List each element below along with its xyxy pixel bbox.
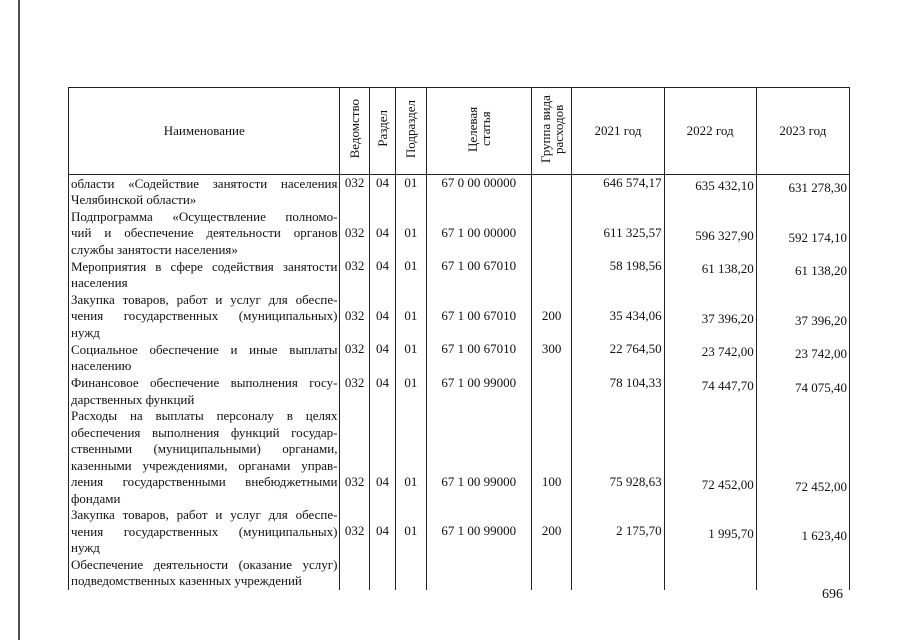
vedomstvo-value: 032 bbox=[344, 523, 365, 538]
target-article-cell bbox=[426, 175, 531, 209]
vedomstvo-value: 032 bbox=[344, 307, 365, 323]
vedomstvo-cell bbox=[340, 258, 369, 292]
amount-2022-cell bbox=[664, 209, 756, 259]
expense-group-cell bbox=[531, 375, 572, 409]
razdel-cell bbox=[369, 557, 395, 590]
expense-group-cell bbox=[531, 408, 572, 507]
row-name-cell bbox=[69, 507, 340, 557]
target-article-cell bbox=[426, 557, 531, 590]
row-name-line: подведомственных казенных учреждений bbox=[71, 573, 302, 588]
razdel-cell bbox=[369, 341, 395, 375]
vedomstvo-value: 032 bbox=[344, 224, 365, 240]
amount-2022-value bbox=[665, 576, 754, 590]
col-header-expense-group: Группа вида расходов bbox=[531, 88, 572, 175]
vedomstvo-cell bbox=[340, 557, 369, 590]
expense-group-cell bbox=[531, 557, 572, 590]
expense-group-value: 200 bbox=[541, 307, 562, 323]
podrazdel-value: 01 bbox=[404, 175, 418, 190]
row-name-line: обеспечения выполнения функций государ- bbox=[71, 424, 338, 440]
target-article-value bbox=[427, 573, 531, 590]
vedomstvo-cell bbox=[340, 175, 369, 209]
expense-group-value: 300 bbox=[541, 341, 562, 356]
podrazdel-value: 01 bbox=[404, 307, 418, 323]
col-header-vedomstvo: Ведомство bbox=[340, 88, 369, 175]
expense-group-cell bbox=[531, 292, 572, 342]
vedomstvo-cell bbox=[340, 408, 369, 507]
table-row bbox=[69, 408, 850, 507]
expense-group-cell bbox=[531, 507, 572, 557]
razdel-cell bbox=[369, 175, 395, 209]
razdel-value: 04 bbox=[376, 224, 389, 240]
razdel-cell bbox=[369, 507, 395, 557]
amount-2022-cell bbox=[664, 375, 756, 409]
amount-2022-value: 23 742,00 bbox=[701, 344, 754, 359]
row-name-line: дарственных функций bbox=[71, 391, 195, 407]
budget-table bbox=[68, 87, 850, 590]
podrazdel-cell bbox=[396, 292, 426, 342]
row-name-line: Мероприятия в сфере содействия занятости bbox=[71, 258, 338, 274]
target-article-cell bbox=[426, 209, 531, 259]
target-article-value: 67 1 00 99000 bbox=[441, 473, 517, 489]
table-row bbox=[69, 258, 850, 292]
podrazdel-cell bbox=[396, 258, 426, 292]
col-header-target-article: Целевая статья bbox=[426, 88, 531, 175]
row-name-line: ления государственными внебюджетными bbox=[71, 474, 338, 489]
expense-group-cell bbox=[531, 175, 572, 209]
row-name-cell bbox=[69, 408, 340, 507]
amount-2022-cell bbox=[664, 292, 756, 342]
row-name-line: Подпрограмма «Осуществление полномо- bbox=[71, 208, 338, 224]
target-article-value: 67 1 00 99000 bbox=[441, 374, 517, 390]
podrazdel-cell bbox=[396, 375, 426, 409]
vedomstvo-cell bbox=[340, 292, 369, 342]
row-name-line: казенными учреждениями, органами управ- bbox=[71, 457, 338, 473]
vedomstvo-value: 032 bbox=[344, 374, 365, 390]
amount-2023-cell bbox=[756, 341, 849, 375]
amount-2023-cell bbox=[756, 209, 849, 259]
vedomstvo-cell bbox=[340, 341, 369, 375]
vedomstvo-value: 032 bbox=[344, 473, 365, 489]
row-name-line: Расходы на выплаты персоналу в целях bbox=[71, 408, 338, 423]
amount-2023-value: 1 623,40 bbox=[801, 528, 847, 543]
razdel-value: 04 bbox=[376, 523, 389, 538]
expense-group-cell bbox=[531, 209, 572, 259]
vedomstvo-value: 032 bbox=[344, 341, 365, 356]
amount-2022-value: 635 432,10 bbox=[695, 178, 754, 193]
row-name-cell bbox=[69, 175, 340, 209]
amount-2023-value: 592 174,10 bbox=[788, 229, 847, 245]
amount-2023-value: 61 138,20 bbox=[795, 263, 847, 278]
target-article-cell bbox=[426, 408, 531, 507]
amount-2022-value: 72 452,00 bbox=[701, 476, 754, 492]
row-name-cell bbox=[69, 375, 340, 409]
amount-2021-cell bbox=[572, 209, 664, 259]
col-header-2022: 2022 год bbox=[664, 88, 756, 175]
amount-2021-cell bbox=[572, 292, 664, 342]
amount-2023-value: 74 075,40 bbox=[795, 379, 847, 395]
col-header-2023: 2023 год bbox=[756, 88, 849, 175]
amount-2023-cell bbox=[756, 292, 849, 342]
expense-group-value bbox=[532, 391, 572, 408]
razdel-value bbox=[370, 573, 395, 590]
podrazdel-cell bbox=[396, 175, 426, 209]
amount-2021-cell bbox=[572, 408, 664, 507]
row-name-line: нужд bbox=[71, 540, 100, 555]
amount-2023-value: 631 278,30 bbox=[788, 180, 847, 195]
expense-group-value: 100 bbox=[541, 473, 562, 489]
target-article-cell bbox=[426, 292, 531, 342]
razdel-value: 04 bbox=[376, 307, 389, 323]
row-name-line: Закупка товаров, работ и услуг для обеспе- bbox=[71, 507, 338, 522]
target-article-value: 67 1 00 67010 bbox=[441, 341, 517, 356]
podrazdel-value: 01 bbox=[404, 224, 418, 240]
amount-2022-cell bbox=[664, 258, 756, 292]
vedomstvo-cell bbox=[340, 209, 369, 259]
amount-2021-cell bbox=[572, 557, 664, 590]
razdel-value: 04 bbox=[376, 258, 389, 273]
podrazdel-value: 01 bbox=[404, 473, 418, 489]
amount-2021-value: 646 574,17 bbox=[603, 175, 662, 190]
amount-2022-cell bbox=[664, 175, 756, 209]
razdel-cell bbox=[369, 408, 395, 507]
razdel-value: 04 bbox=[376, 341, 389, 356]
col-header-podrazdel: Подраздел bbox=[396, 88, 426, 175]
amount-2022-value: 37 396,20 bbox=[701, 310, 754, 326]
amount-2023-cell bbox=[756, 557, 849, 590]
razdel-value: 04 bbox=[376, 473, 389, 489]
amount-2021-value: 2 175,70 bbox=[616, 523, 662, 538]
row-name-cell bbox=[69, 341, 340, 375]
expense-group-value bbox=[532, 241, 572, 258]
row-name-line: Финансовое обеспечение выполнения госу- bbox=[71, 375, 338, 390]
row-name-cell bbox=[69, 209, 340, 259]
expense-group-value bbox=[532, 275, 572, 292]
row-name-line: чий и обеспечение деятельности органов bbox=[71, 225, 338, 240]
row-name-line: ственными (муниципальными) органами, bbox=[71, 441, 338, 456]
amount-2023-cell bbox=[756, 375, 849, 409]
expense-group-value bbox=[532, 192, 572, 209]
col-header-razdel: Раздел bbox=[369, 88, 395, 175]
amount-2021-value bbox=[572, 573, 661, 590]
table-row bbox=[69, 209, 850, 259]
row-name-line: населению bbox=[71, 358, 132, 373]
row-name-line: службы занятости населения» bbox=[71, 241, 238, 257]
target-article-cell bbox=[426, 375, 531, 409]
podrazdel-value: 01 bbox=[404, 523, 418, 538]
amount-2021-value: 611 325,57 bbox=[603, 224, 662, 240]
podrazdel-value: 01 bbox=[404, 374, 418, 390]
row-name-line: нужд bbox=[71, 324, 100, 340]
amount-2022-cell bbox=[664, 507, 756, 557]
razdel-cell bbox=[369, 375, 395, 409]
amount-2021-cell bbox=[572, 175, 664, 209]
table-row bbox=[69, 375, 850, 409]
razdel-value: 04 bbox=[376, 374, 389, 390]
expense-group-cell bbox=[531, 258, 572, 292]
razdel-value: 04 bbox=[376, 175, 389, 190]
amount-2022-value: 74 447,70 bbox=[701, 377, 754, 393]
amount-2021-value: 22 764,50 bbox=[609, 341, 662, 356]
target-article-value: 67 1 00 67010 bbox=[441, 307, 517, 323]
razdel-cell bbox=[369, 292, 395, 342]
amount-2022-cell bbox=[664, 341, 756, 375]
amount-2021-cell bbox=[572, 375, 664, 409]
amount-2021-value: 58 198,56 bbox=[609, 258, 662, 273]
amount-2023-cell bbox=[756, 175, 849, 209]
amount-2023-value: 23 742,00 bbox=[795, 346, 847, 361]
amount-2022-cell bbox=[664, 557, 756, 590]
row-name-line: чения государственных (муниципальных) bbox=[71, 523, 338, 539]
table-row bbox=[69, 292, 850, 342]
expense-group-value: 200 bbox=[541, 523, 562, 538]
row-name-line: области «Содействие занятости населения bbox=[71, 175, 338, 191]
expense-group-cell bbox=[531, 341, 572, 375]
razdel-cell bbox=[369, 258, 395, 292]
row-name-line: Обеспечение деятельности (оказание услуг) bbox=[71, 556, 338, 572]
row-name-cell bbox=[69, 557, 340, 590]
amount-2021-cell bbox=[572, 341, 664, 375]
target-article-value: 67 1 00 00000 bbox=[441, 224, 517, 240]
page-number: 696 bbox=[822, 587, 843, 602]
podrazdel-value: 01 bbox=[404, 341, 418, 356]
col-header-name: Наименование bbox=[69, 88, 340, 175]
vedomstvo-value: 032 bbox=[344, 175, 365, 190]
table-row bbox=[69, 175, 850, 209]
vedomstvo-cell bbox=[340, 507, 369, 557]
podrazdel-cell bbox=[396, 209, 426, 259]
target-article-value: 67 1 00 99000 bbox=[441, 523, 517, 538]
amount-2023-value: 37 396,20 bbox=[795, 312, 847, 328]
row-name-line: Челябинской области» bbox=[71, 192, 197, 207]
row-name-line: фондами bbox=[71, 490, 121, 506]
row-name-cell bbox=[69, 258, 340, 292]
podrazdel-cell bbox=[396, 408, 426, 507]
table-header-row bbox=[69, 88, 850, 175]
target-article-cell bbox=[426, 258, 531, 292]
amount-2023-cell bbox=[756, 408, 849, 507]
target-article-value: 67 1 00 67010 bbox=[441, 258, 517, 273]
target-article-cell bbox=[426, 507, 531, 557]
amount-2023-cell bbox=[756, 258, 849, 292]
row-name-line: чения государственных (муниципальных) bbox=[71, 308, 338, 323]
target-article-value: 67 0 00 00000 bbox=[441, 175, 517, 190]
vedomstvo-cell bbox=[340, 375, 369, 409]
target-article-cell bbox=[426, 341, 531, 375]
table-row bbox=[69, 507, 850, 557]
row-name-line: населения bbox=[71, 275, 128, 290]
amount-2021-value: 35 434,06 bbox=[609, 307, 662, 323]
amount-2022-value: 596 327,90 bbox=[695, 227, 754, 243]
col-header-2021: 2021 год bbox=[572, 88, 664, 175]
scan-edge-line bbox=[18, 0, 20, 640]
amount-2021-value: 78 104,33 bbox=[609, 374, 662, 390]
podrazdel-cell bbox=[396, 557, 426, 590]
razdel-cell bbox=[369, 209, 395, 259]
vedomstvo-value: 032 bbox=[344, 258, 365, 273]
amount-2021-cell bbox=[572, 507, 664, 557]
amount-2022-value: 61 138,20 bbox=[701, 261, 754, 276]
amount-2023-cell bbox=[756, 507, 849, 557]
row-name-line: Социальное обеспечение и иные выплаты bbox=[71, 341, 338, 357]
amount-2022-value: 1 995,70 bbox=[708, 526, 754, 541]
podrazdel-cell bbox=[396, 507, 426, 557]
amount-2021-cell bbox=[572, 258, 664, 292]
podrazdel-cell bbox=[396, 341, 426, 375]
amount-2023-value: 72 452,00 bbox=[795, 478, 847, 494]
podrazdel-value: 01 bbox=[404, 258, 418, 273]
expense-group-value bbox=[532, 573, 572, 590]
vedomstvo-value bbox=[340, 573, 368, 590]
podrazdel-value bbox=[396, 573, 425, 590]
table-row bbox=[69, 557, 850, 590]
row-name-cell bbox=[69, 292, 340, 342]
table-row bbox=[69, 341, 850, 375]
amount-2021-value: 75 928,63 bbox=[609, 473, 662, 489]
row-name-line: Закупка товаров, работ и услуг для обеспе- bbox=[71, 291, 338, 307]
amount-2022-cell bbox=[664, 408, 756, 507]
